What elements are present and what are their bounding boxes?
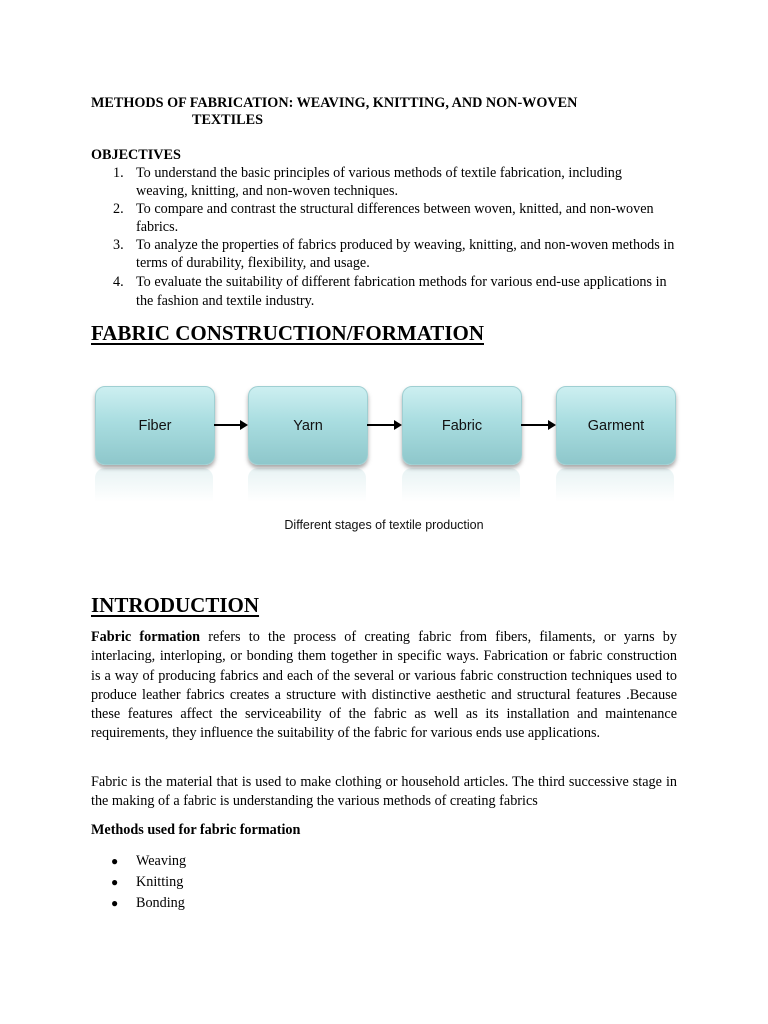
stage-box-fabric: Fabric	[402, 386, 522, 465]
objectives-heading: OBJECTIVES	[91, 147, 181, 163]
diagram-caption: Different stages of textile production	[284, 518, 484, 532]
document-title	[91, 95, 651, 129]
section-heading-introduction: INTRODUCTION	[91, 593, 260, 617]
stage-reflection	[556, 468, 674, 502]
list-item-text: Bonding	[136, 895, 185, 911]
bullet-icon: ●	[111, 896, 119, 910]
list-item-text: Knitting	[136, 874, 184, 890]
bold-term: Fabric formation	[91, 629, 201, 645]
list-item-number: 2.	[113, 201, 124, 217]
methods-list	[91, 851, 186, 914]
list-item	[91, 851, 186, 872]
list-item	[91, 237, 677, 272]
stage-box-fiber: Fiber	[95, 386, 215, 465]
arrow-right-icon	[521, 424, 554, 426]
list-item-number: 1.	[113, 165, 124, 181]
stage-box-garment: Garment	[556, 386, 676, 465]
arrow-right-icon	[214, 424, 246, 426]
list-item	[91, 872, 186, 893]
list-item-text: To evaluate the suitability of different fabrication methods for various end-use applications in the fashion and textile industry.	[136, 274, 667, 309]
list-item	[91, 893, 186, 914]
objectives-list	[91, 165, 677, 312]
arrow-right-icon	[367, 424, 400, 426]
list-item-text: To understand the basic principles of various methods of textile fabrication, including weaving, knitting, and non-woven techniques.	[136, 165, 622, 199]
document-title-line2: TEXTILES	[192, 112, 263, 128]
list-item	[91, 273, 677, 311]
list-item-number: 4.	[113, 274, 124, 290]
list-item-text: To analyze the properties of fabrics produced by weaving, knitting, and non-woven methods in terms of durability, flexibility, and usage.	[136, 237, 675, 271]
document-title-line1: METHODS OF FABRICATION: WEAVING, KNITTING, AND NON-WOVEN	[91, 95, 578, 111]
stage-reflection	[248, 468, 366, 502]
bullet-icon: ●	[111, 854, 119, 868]
list-item	[91, 201, 677, 236]
paragraph-text: refers to the process of creating fabric from fibers, filaments, or yarns by interlacing, interloping, or bonding them together in specific ways. Fabrication or fabric construction is a way of producing fabrics and each of the several or various fabric construction techniques used to produce leather fabrics creates a structure with distinctive aesthetic and structural features .Because these features affect the serviceability of the fabric as well as its installation and maintenance requirements, they influence the suitability of the fabric for various ends use applications.	[91, 629, 677, 742]
stage-box-yarn: Yarn	[248, 386, 368, 465]
list-item-text: Weaving	[136, 853, 187, 869]
list-item-text: To compare and contrast the structural differences between woven, knitted, and non-woven fabrics.	[136, 201, 654, 235]
methods-heading: Methods used for fabric formation	[91, 822, 301, 838]
stage-reflection	[402, 468, 520, 502]
textile-stages-diagram	[91, 380, 681, 520]
intro-paragraph-1	[91, 628, 677, 744]
intro-paragraph-2: Fabric is the material that is used to make clothing or household articles. The third successive stage in the making of a fabric is understanding the various methods of creating fabrics	[91, 774, 677, 810]
section-heading-construction: FABRIC CONSTRUCTION/FORMATION	[91, 321, 484, 345]
list-item-number: 3.	[113, 237, 124, 253]
stage-reflection	[95, 468, 213, 502]
bullet-icon: ●	[111, 875, 119, 889]
list-item	[91, 165, 677, 200]
